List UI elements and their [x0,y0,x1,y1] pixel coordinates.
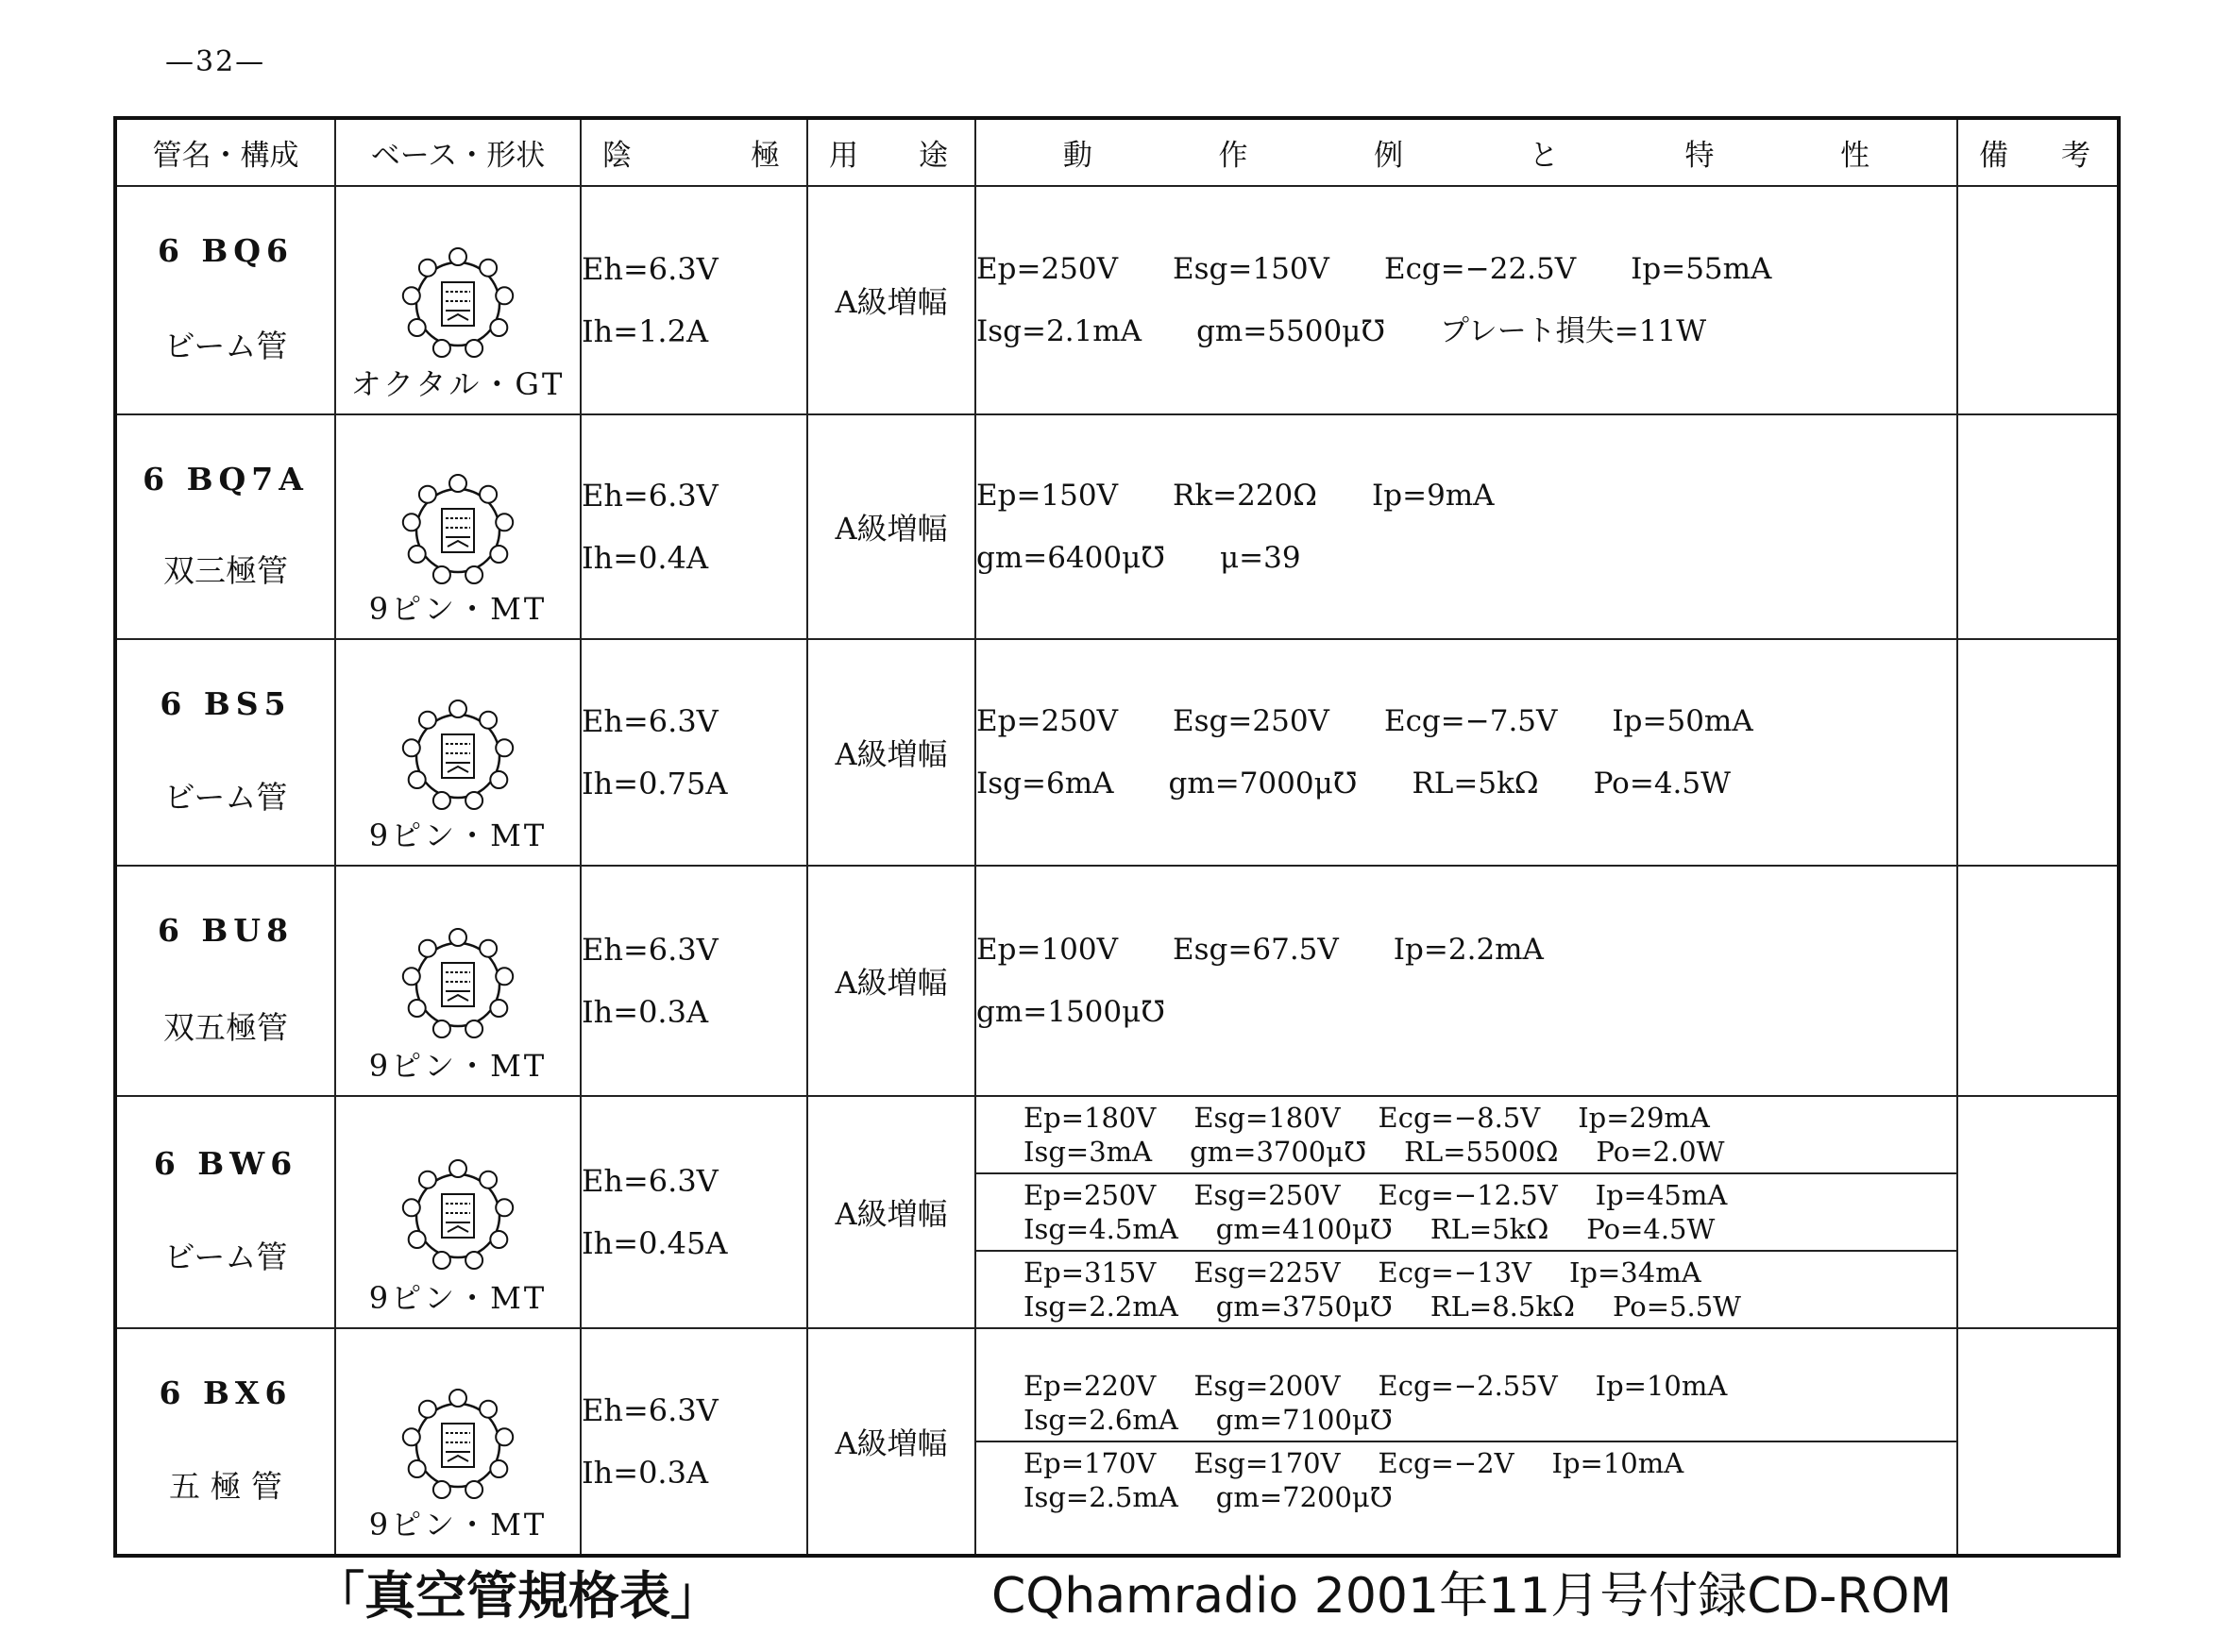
tube-name-cell [115,866,335,1096]
footer-title: 「真空管規格表」 [313,1566,721,1626]
base-label: オクタル・GT [350,366,566,402]
notes-cell [1957,1096,2119,1328]
op-value: Ip=34mA [1568,1256,1701,1289]
op-value: Ecg=−12.5V [1378,1179,1558,1211]
tube-name-wrap [117,867,334,1095]
use-cell: A級増幅 [807,866,975,1096]
footer-source: CQhamradio 2001年11月号付録CD-ROM [991,1568,1953,1625]
header-notes [1957,118,2119,186]
use-cell: A級増幅 [807,186,975,414]
op-value: RL=5kΩ [1429,1213,1549,1245]
op-value: Po=2.0W [1596,1136,1725,1168]
base-label: 9ピン・MT [368,1507,548,1542]
use-cell: A級増幅 [807,414,975,639]
cathode-cell [581,639,807,866]
op-value: gm=5500μ℧ [1196,314,1386,348]
tube-base-cell [335,866,581,1096]
op-value: Ip=2.2mA [1393,933,1544,967]
op-value: Po=5.5W [1612,1290,1741,1323]
tube-name-cell [115,639,335,866]
use-cell: A級増幅 [807,1328,975,1556]
use-cell: A級増幅 [807,1096,975,1328]
op-value: Ecg=−2V [1378,1447,1514,1479]
op-value: gm=6400μ℧ [976,541,1165,575]
op-value: Ecg=−22.5V [1383,252,1577,286]
header-use-2: 途 [919,139,948,173]
header-use-1: 用 [829,139,858,173]
cathode-value: Eh=6.3V [582,251,719,287]
op-value: RL=5kΩ [1412,767,1539,801]
notes-cell [1957,1328,2119,1556]
header-row [115,118,2119,186]
op-value: Esg=180V [1193,1102,1341,1134]
cathode-value: Ih=1.2A [582,313,709,349]
ops-cell [975,1328,1957,1556]
op-line [976,981,1956,1043]
tube-name-cell [115,1328,335,1556]
tube-type: ビーム管 [163,779,288,816]
op-value: gm=7100μ℧ [1215,1404,1393,1436]
table-row [115,866,2119,1096]
tube-type: ビーム管 [163,328,288,364]
cathode-cell [581,186,807,414]
op-line [976,238,1956,300]
op-value: プレート損失=11W [1440,314,1707,348]
op-value: Ecg=−2.55V [1378,1370,1558,1402]
op-line [1023,1135,1956,1169]
header-ops-6: 性 [1840,139,1870,173]
tube-base-diagram-icon [387,685,529,827]
ops-cell [975,866,1957,1096]
tube-name-wrap [117,640,334,865]
op-value: Esg=225V [1193,1256,1341,1289]
tube-name-cell [115,186,335,414]
tube-name: 6 BS5 [160,685,292,722]
cathode-value: Eh=6.3V [582,1163,719,1199]
header-ops-5: 特 [1684,139,1715,173]
op-value: Isg=2.2mA [1023,1290,1178,1323]
op-value: Esg=67.5V [1173,933,1339,967]
cathode-value: Eh=6.3V [582,932,719,968]
op-value: Ecg=−13V [1378,1256,1531,1289]
header-ops [975,118,1957,186]
op-value: μ=39 [1219,541,1301,575]
op-value: RL=8.5kΩ [1429,1290,1575,1323]
tube-base-diagram-icon [387,1145,529,1287]
op-line [976,464,1956,527]
op-line [1023,1369,1956,1403]
cathode-cell [581,866,807,1096]
op-value: Ip=9mA [1372,479,1495,513]
cathode-value: Ih=0.4A [582,540,709,576]
header-ops-3: 例 [1374,139,1404,173]
tube-base-cell [335,639,581,866]
header-cathode-2: 極 [751,139,780,173]
op-value: gm=3750μ℧ [1215,1290,1393,1323]
cathode-cell [581,1328,807,1556]
op-value: Ip=50mA [1612,704,1753,738]
ops-cell [975,414,1957,639]
tube-type: 五 極 管 [169,1468,282,1505]
op-block [976,1097,1956,1174]
notes-cell [1957,186,2119,414]
op-value: Ep=250V [976,704,1119,738]
tube-name-cell [115,414,335,639]
header-notes-1: 備 [1979,139,2008,173]
tube-name-wrap [117,187,334,413]
op-value: Po=4.5W [1593,767,1731,801]
cathode-cell [581,1096,807,1328]
op-line [1023,1212,1956,1246]
use-cell: A級増幅 [807,639,975,866]
op-line [1023,1256,1956,1290]
tube-name: 6 BX6 [159,1374,293,1411]
cathode-value: Ih=0.45A [582,1225,728,1261]
op-value: gm=3700μ℧ [1190,1136,1367,1168]
op-line [976,690,1956,752]
tube-base-diagram-icon [387,914,529,1055]
op-value: Ep=220V [1023,1370,1157,1402]
op-line [1023,1101,1956,1135]
table-row [115,414,2119,639]
op-value: Ep=100V [976,933,1119,967]
header-use [807,118,975,186]
cathode-value: Eh=6.3V [582,1392,719,1428]
tube-type: 双三極管 [163,552,288,589]
op-line [976,527,1956,589]
cathode-cell [581,414,807,639]
header-ops-1: 動 [1062,139,1092,173]
op-value: Ecg=−8.5V [1378,1102,1541,1134]
op-value: Ep=315V [1023,1256,1157,1289]
page-number: —32— [165,45,266,78]
cathode-value: Ih=0.75A [582,766,728,801]
notes-cell [1957,414,2119,639]
op-value: Esg=150V [1173,252,1329,286]
op-value: Ip=45mA [1595,1179,1728,1211]
cathode-value: Ih=0.3A [582,1455,709,1491]
op-value: Ep=170V [1023,1447,1157,1479]
cathode-value: Ih=0.3A [582,994,709,1030]
ops-cell [975,1096,1957,1328]
op-value: RL=5500Ω [1404,1136,1559,1168]
op-value: gm=1500μ℧ [976,995,1165,1029]
op-line [976,752,1956,815]
header-cathode-1: 陰 [602,139,632,173]
op-value: Isg=2.1mA [976,314,1142,348]
table-row [115,639,2119,866]
op-value: Isg=4.5mA [1023,1213,1178,1245]
header-ops-2: 作 [1218,139,1248,173]
op-value: Po=4.5W [1586,1213,1716,1245]
base-label: 9ピン・MT [368,1048,548,1084]
cathode-value: Eh=6.3V [582,478,719,514]
op-value: Isg=2.5mA [1023,1481,1178,1513]
base-label: 9ピン・MT [368,818,548,853]
op-value: Ep=250V [976,252,1119,286]
tube-base-diagram-icon [387,1374,529,1516]
op-value: Ip=29mA [1578,1102,1710,1134]
tube-base-cell [335,186,581,414]
op-value: Ep=150V [976,479,1119,513]
op-line [1023,1290,1956,1323]
op-value: Esg=250V [1173,704,1329,738]
op-value: gm=7200μ℧ [1215,1481,1393,1513]
notes-cell [1957,639,2119,866]
op-value: Ip=10mA [1595,1370,1728,1402]
op-value: Esg=200V [1193,1370,1341,1402]
op-line [976,300,1956,362]
op-value: Ep=180V [1023,1102,1157,1134]
op-value: Ip=55mA [1631,252,1772,286]
tube-name: 6 BQ7A [143,461,309,497]
op-value: Esg=250V [1193,1179,1341,1211]
tube-base-cell [335,1096,581,1328]
op-block [976,1365,1956,1442]
header-base: ベース・形状 [335,118,581,186]
op-line [976,919,1956,981]
op-value: gm=4100μ℧ [1215,1213,1393,1245]
tube-name: 6 BU8 [157,912,295,949]
ops-cell [975,639,1957,866]
op-value: Esg=170V [1193,1447,1341,1479]
op-block [976,1442,1956,1518]
cathode-value: Eh=6.3V [582,703,719,739]
tube-name-wrap [117,1329,334,1554]
header-ops-4: と [1529,139,1559,173]
tube-type: ビーム管 [163,1239,288,1275]
tube-name-wrap [117,415,334,638]
tube-base-cell [335,1328,581,1556]
op-value: Isg=6mA [976,767,1114,801]
table-row [115,186,2119,414]
header-name: 管名・構成 [115,118,335,186]
tube-base-diagram-icon [387,233,529,375]
op-value: Isg=3mA [1023,1136,1153,1168]
op-value: Ip=10mA [1551,1447,1684,1479]
op-line [1023,1178,1956,1212]
tube-type: 双五極管 [163,1009,288,1046]
tube-name: 6 BQ6 [157,232,295,269]
op-value: Rk=220Ω [1173,479,1317,513]
header-cathode [581,118,807,186]
header-notes-2: 考 [2061,139,2090,173]
tube-name-cell [115,1096,335,1328]
tube-name-wrap [117,1100,334,1324]
base-label: 9ピン・MT [368,591,548,627]
op-block [976,1252,1956,1327]
table-row [115,1096,2119,1328]
table-row [115,1328,2119,1556]
base-label: 9ピン・MT [368,1280,548,1316]
op-block [976,1174,1956,1252]
tube-base-diagram-icon [387,460,529,601]
op-value: Ecg=−7.5V [1383,704,1558,738]
op-line [1023,1480,1956,1514]
op-value: Isg=2.6mA [1023,1404,1178,1436]
tube-spec-table [113,116,2121,1558]
op-line [1023,1403,1956,1437]
tube-base-cell [335,414,581,639]
op-value: gm=7000μ℧ [1168,767,1358,801]
ops-cell [975,186,1957,414]
notes-cell [1957,866,2119,1096]
op-line [1023,1446,1956,1480]
op-value: Ep=250V [1023,1179,1157,1211]
tube-name: 6 BW6 [153,1145,298,1182]
